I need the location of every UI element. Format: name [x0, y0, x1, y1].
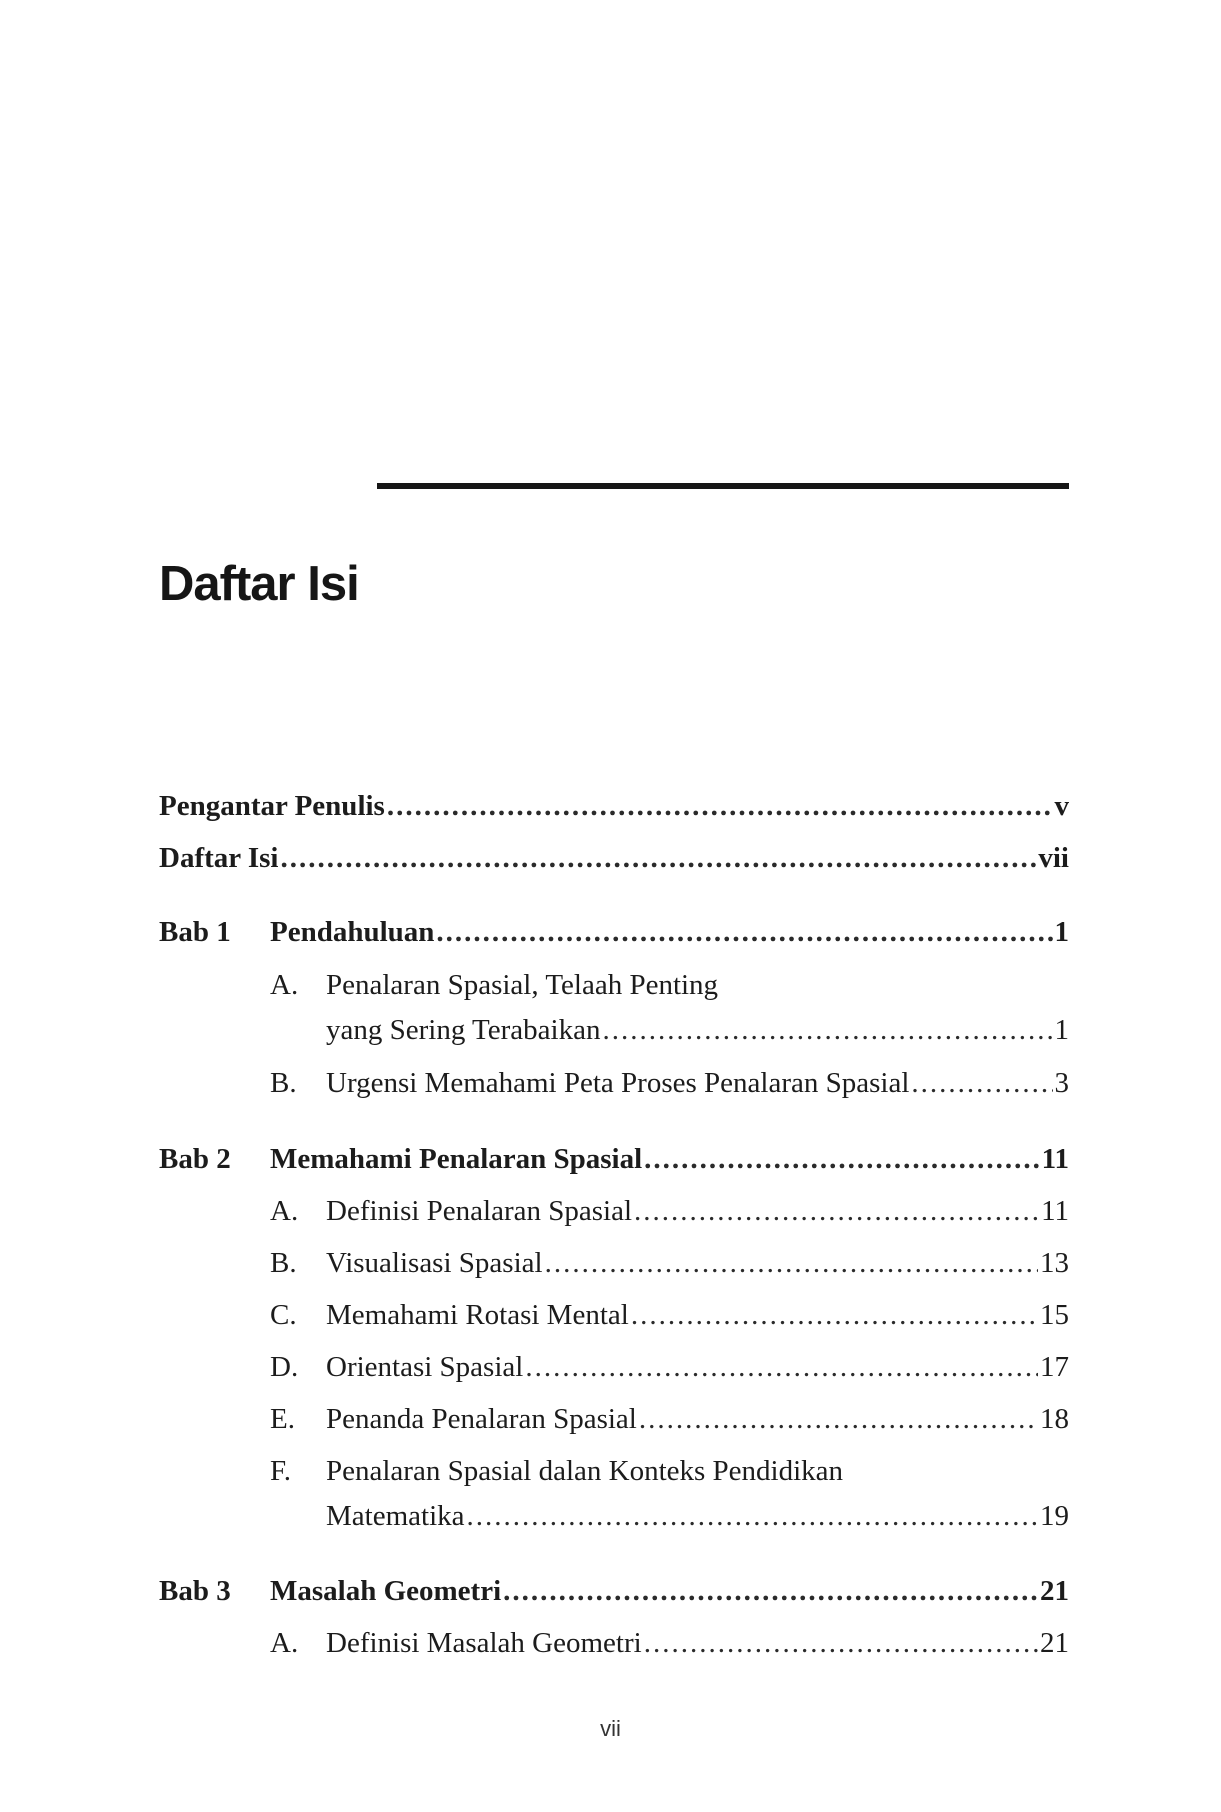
- dot-leader: [631, 1297, 1038, 1333]
- toc-chapter-page: 1: [1054, 916, 1069, 948]
- dot-leader: [545, 1245, 1038, 1281]
- toc-section-2b[interactable]: [326, 1245, 1069, 1281]
- toc-section-page: 1: [1054, 1014, 1069, 1046]
- toc-entry-page: vii: [1038, 842, 1069, 874]
- dot-leader: [644, 1625, 1038, 1661]
- toc-section-title: Definisi Masalah Geometri: [326, 1627, 642, 1659]
- dot-leader: [387, 788, 1053, 824]
- toc-section-title[interactable]: Penalaran Spasial dalan Konteks Pendidikan: [326, 1455, 844, 1487]
- toc-section-title[interactable]: Penalaran Spasial, Telaah Penting: [326, 969, 719, 1001]
- toc-section-title: Orientasi Spasial: [326, 1351, 524, 1383]
- toc-entry-title: Pengantar Penulis: [159, 790, 385, 822]
- dot-leader: [602, 1012, 1052, 1048]
- toc-section-1a[interactable]: [326, 1012, 1069, 1048]
- toc-chapter-3[interactable]: [270, 1573, 1069, 1609]
- dot-leader: [436, 914, 1052, 950]
- toc-chapter-title: Masalah Geometri: [270, 1575, 502, 1607]
- toc-section-title: Definisi Penalaran Spasial: [326, 1195, 633, 1227]
- chapter-number: Bab 1: [159, 916, 231, 948]
- section-letter: E.: [270, 1403, 295, 1435]
- toc-section-title: Urgensi Memahami Peta Proses Penalaran Spasial: [326, 1067, 910, 1099]
- toc-section-title: Memahami Rotasi Mental: [326, 1299, 629, 1331]
- toc-section-page: 3: [1054, 1067, 1069, 1099]
- dot-leader: [634, 1193, 1039, 1229]
- toc-section-page: 18: [1040, 1403, 1069, 1435]
- toc-section-2f[interactable]: [326, 1498, 1069, 1534]
- toc-section-title: Visualisasi Spasial: [326, 1247, 543, 1279]
- toc-section-page: 11: [1041, 1195, 1069, 1227]
- section-letter: C.: [270, 1299, 297, 1331]
- section-letter: D.: [270, 1351, 299, 1383]
- toc-entry-pengantar[interactable]: [159, 788, 1069, 824]
- section-letter: A.: [270, 1195, 299, 1227]
- chapter-number: Bab 2: [159, 1143, 231, 1175]
- toc-section-2a[interactable]: [326, 1193, 1069, 1229]
- toc-section-page: 13: [1040, 1247, 1069, 1279]
- toc-section-page: 19: [1040, 1500, 1069, 1532]
- toc-section-page: 17: [1040, 1351, 1069, 1383]
- toc-entry-page: v: [1054, 790, 1069, 822]
- toc-section-2e[interactable]: [326, 1401, 1069, 1437]
- section-letter: B.: [270, 1067, 297, 1099]
- dot-leader: [911, 1065, 1052, 1101]
- toc-entry-title: Daftar Isi: [159, 842, 279, 874]
- dot-leader: [644, 1141, 1039, 1177]
- dot-leader: [525, 1349, 1038, 1385]
- toc-chapter-1[interactable]: [270, 914, 1069, 950]
- chapter-number: Bab 3: [159, 1575, 231, 1607]
- dot-leader: [280, 840, 1036, 876]
- page-number: vii: [600, 1716, 621, 1741]
- toc-entry-daftar-isi[interactable]: [159, 840, 1069, 876]
- toc-section-title-cont: yang Sering Terabaikan: [326, 1014, 601, 1046]
- section-letter: A.: [270, 969, 299, 1001]
- toc-section-title: Penanda Penalaran Spasial: [326, 1403, 637, 1435]
- toc-chapter-title: Memahami Penalaran Spasial: [270, 1143, 643, 1175]
- dot-leader: [467, 1498, 1038, 1534]
- toc-section-2d[interactable]: [326, 1349, 1069, 1385]
- dot-leader: [639, 1401, 1038, 1437]
- dot-leader: [503, 1573, 1038, 1609]
- toc-section-2c[interactable]: [326, 1297, 1069, 1333]
- page-title: Daftar Isi: [159, 557, 359, 611]
- toc-chapter-title: Pendahuluan: [270, 916, 435, 948]
- section-letter: F.: [270, 1455, 292, 1487]
- toc-chapter-2[interactable]: [270, 1141, 1069, 1177]
- toc-chapter-page: 11: [1041, 1143, 1069, 1175]
- toc-section-title-cont: Matematika: [326, 1500, 465, 1532]
- section-letter: A.: [270, 1627, 299, 1659]
- toc-section-page: 15: [1040, 1299, 1069, 1331]
- toc-section-1b[interactable]: [326, 1065, 1069, 1101]
- toc-chapter-page: 21: [1040, 1575, 1069, 1607]
- toc-section-3a[interactable]: [326, 1625, 1069, 1661]
- toc-section-page: 21: [1040, 1627, 1069, 1659]
- section-letter: B.: [270, 1247, 297, 1279]
